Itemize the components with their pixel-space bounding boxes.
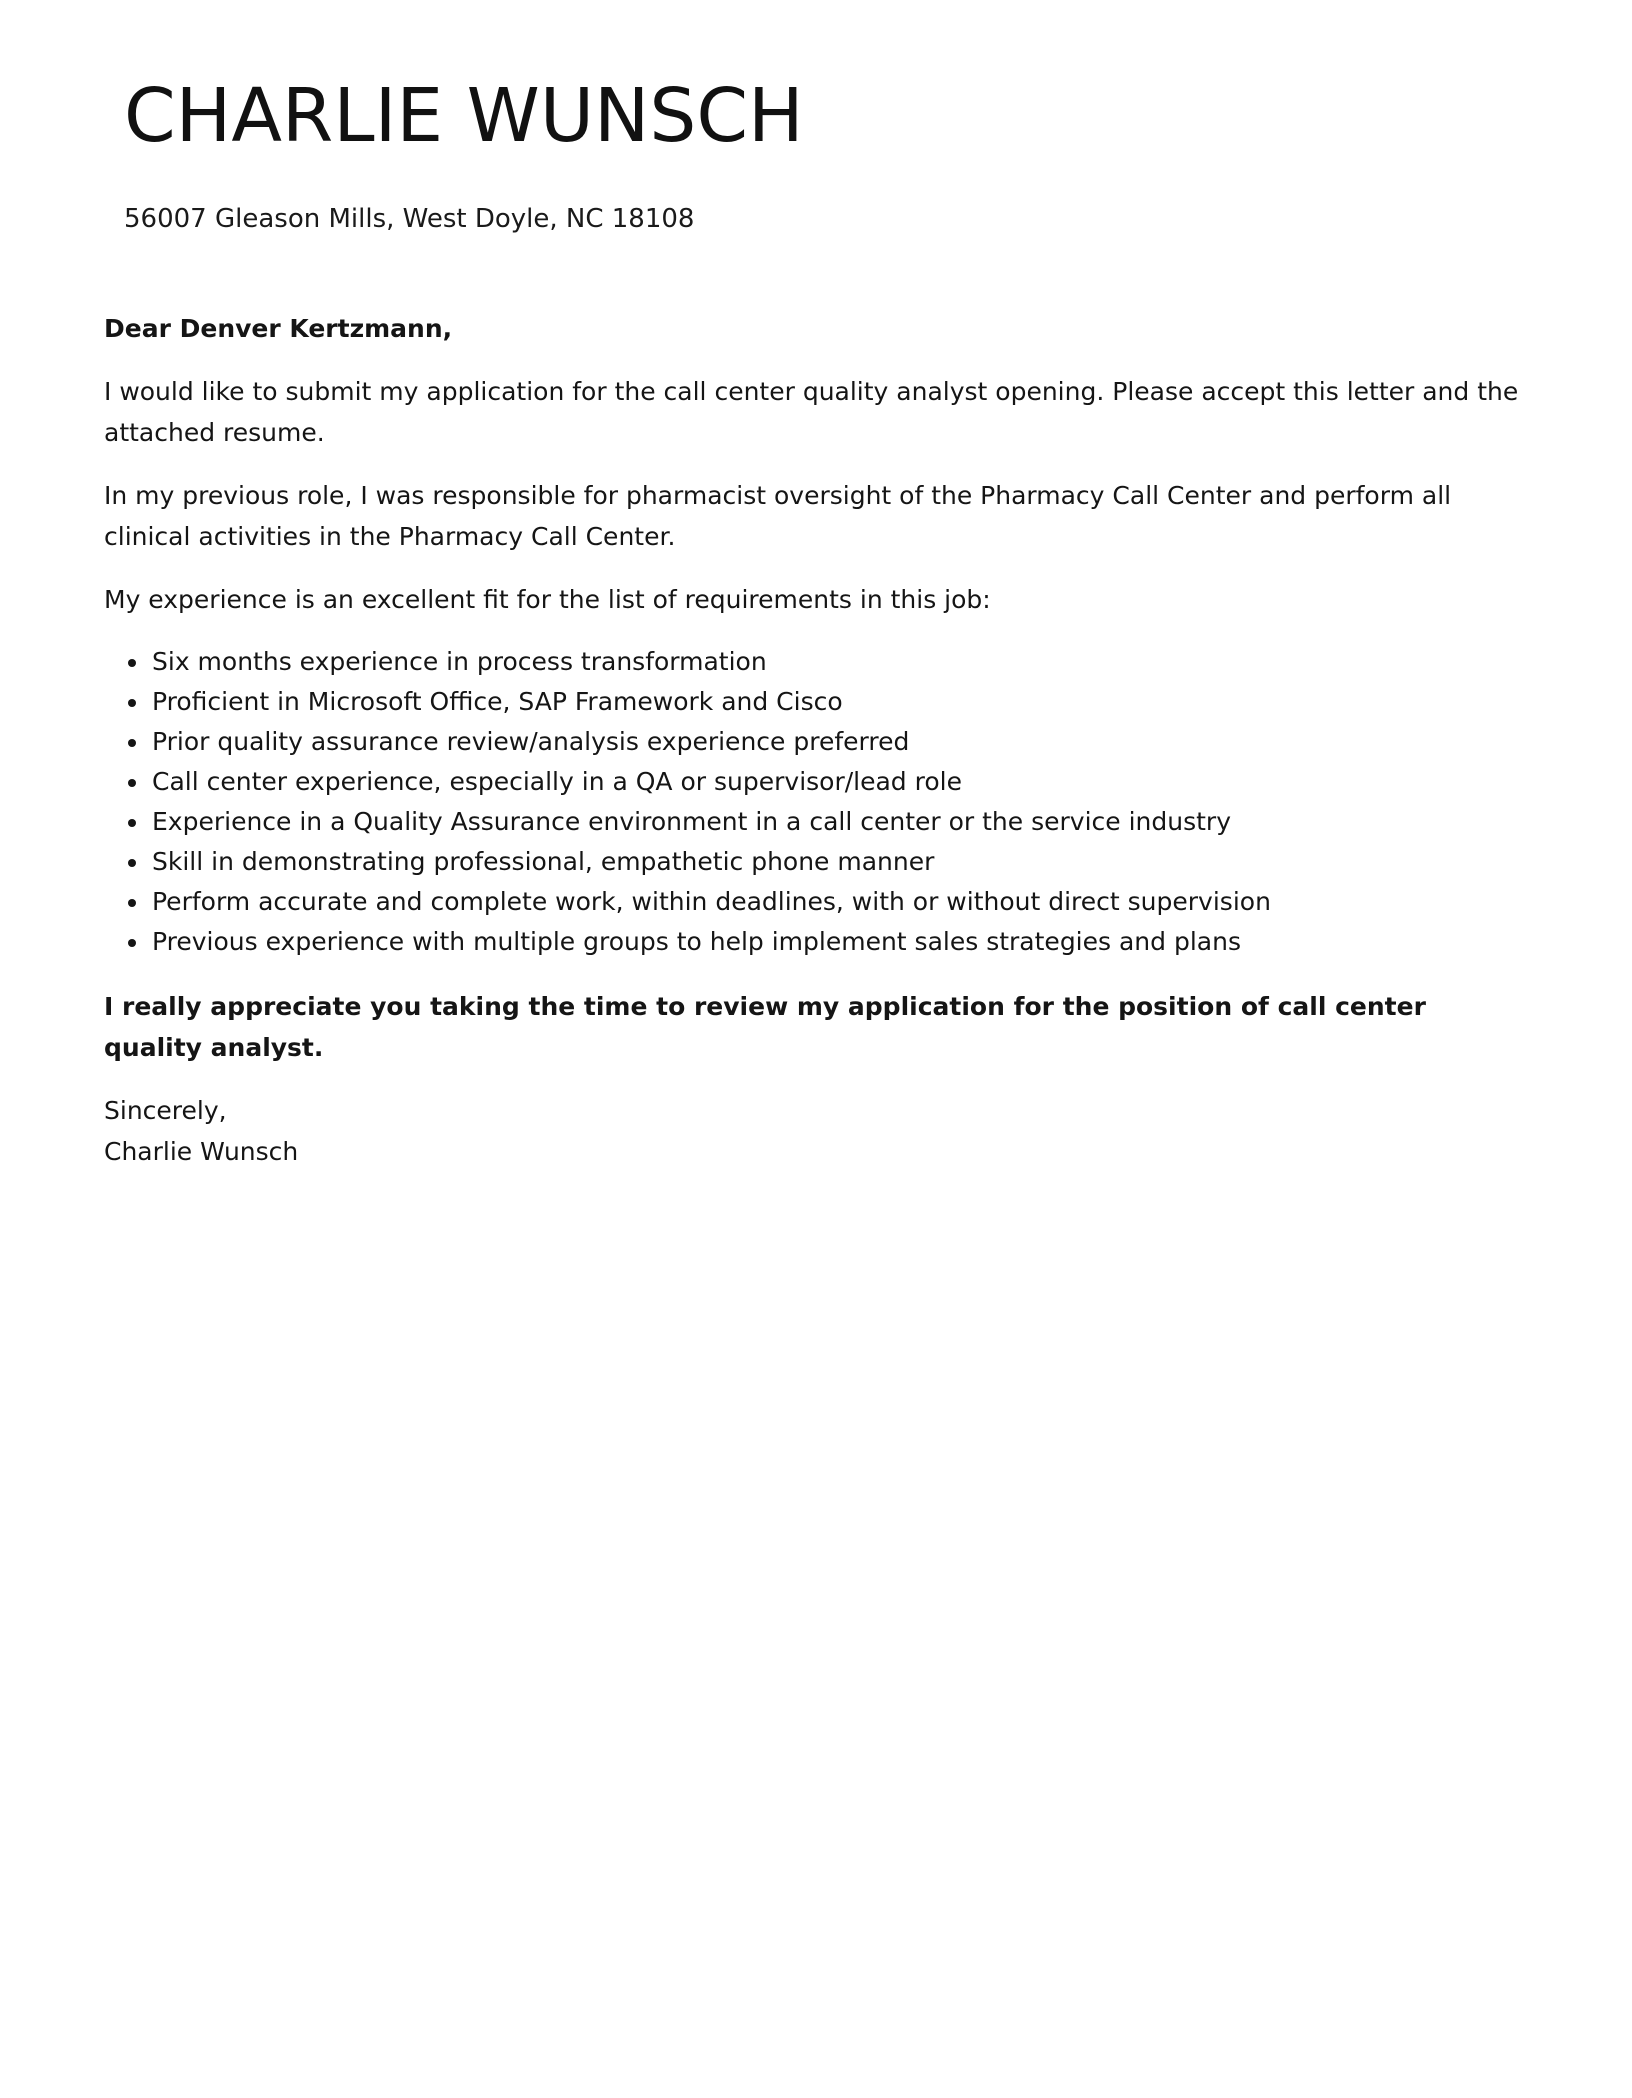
- paragraph-intro: I would like to submit my application for the call center quality analyst opening. Please accept this letter and the attached resume.: [104, 377, 1519, 447]
- paragraph-previous-role: In my previous role, I was responsible for pharmacist oversight of the Pharmacy Call Center and perform all clinical activities in the Pharmacy Call Center.: [104, 481, 1452, 551]
- requirements-list: [104, 642, 1524, 962]
- letter-body: [104, 308, 1524, 1172]
- list-item: [104, 682, 1524, 722]
- list-item-text: Six months experience in process transformation: [152, 647, 767, 676]
- salutation: Dear Denver Kertzmann,: [104, 314, 453, 343]
- bullet-icon: [128, 819, 136, 827]
- list-item: [104, 922, 1524, 962]
- applicant-name: CHARLIE WUNSCH: [124, 73, 804, 159]
- list-item-text: Proficient in Microsoft Office, SAP Framework and Cisco: [152, 687, 843, 716]
- list-item: [104, 882, 1524, 922]
- closing-paragraph: I really appreciate you taking the time to review my application for the position of call center quality analyst.: [104, 992, 1426, 1062]
- list-item: [104, 762, 1524, 802]
- bullet-icon: [128, 659, 136, 667]
- list-item-text: Experience in a Quality Assurance environment in a call center or the service industry: [152, 807, 1232, 836]
- list-item: [104, 802, 1524, 842]
- bullet-icon: [128, 859, 136, 867]
- bullet-icon: [128, 699, 136, 707]
- list-item-text: Call center experience, especially in a QA or supervisor/lead role: [152, 767, 962, 796]
- bullet-icon: [128, 779, 136, 787]
- letter-header: [124, 72, 1504, 236]
- list-item-text: Perform accurate and complete work, within deadlines, with or without direct supervision: [152, 887, 1271, 916]
- list-item: [104, 642, 1524, 682]
- signoff-block: [104, 1090, 1524, 1172]
- bullet-icon: [128, 939, 136, 947]
- paragraph-requirements-lead: My experience is an excellent fit for the list of requirements in this job:: [104, 585, 991, 614]
- list-item-text: Previous experience with multiple groups to help implement sales strategies and plans: [152, 927, 1241, 956]
- list-item: [104, 842, 1524, 882]
- applicant-address: 56007 Gleason Mills, West Doyle, NC 18108: [124, 204, 695, 234]
- list-item: [104, 722, 1524, 762]
- signoff-text: Sincerely,: [104, 1096, 227, 1125]
- list-item-text: Prior quality assurance review/analysis experience preferred: [152, 727, 910, 756]
- bullet-icon: [128, 739, 136, 747]
- signature-name: Charlie Wunsch: [104, 1137, 299, 1166]
- bullet-icon: [128, 899, 136, 907]
- list-item-text: Skill in demonstrating professional, empathetic phone manner: [152, 847, 935, 876]
